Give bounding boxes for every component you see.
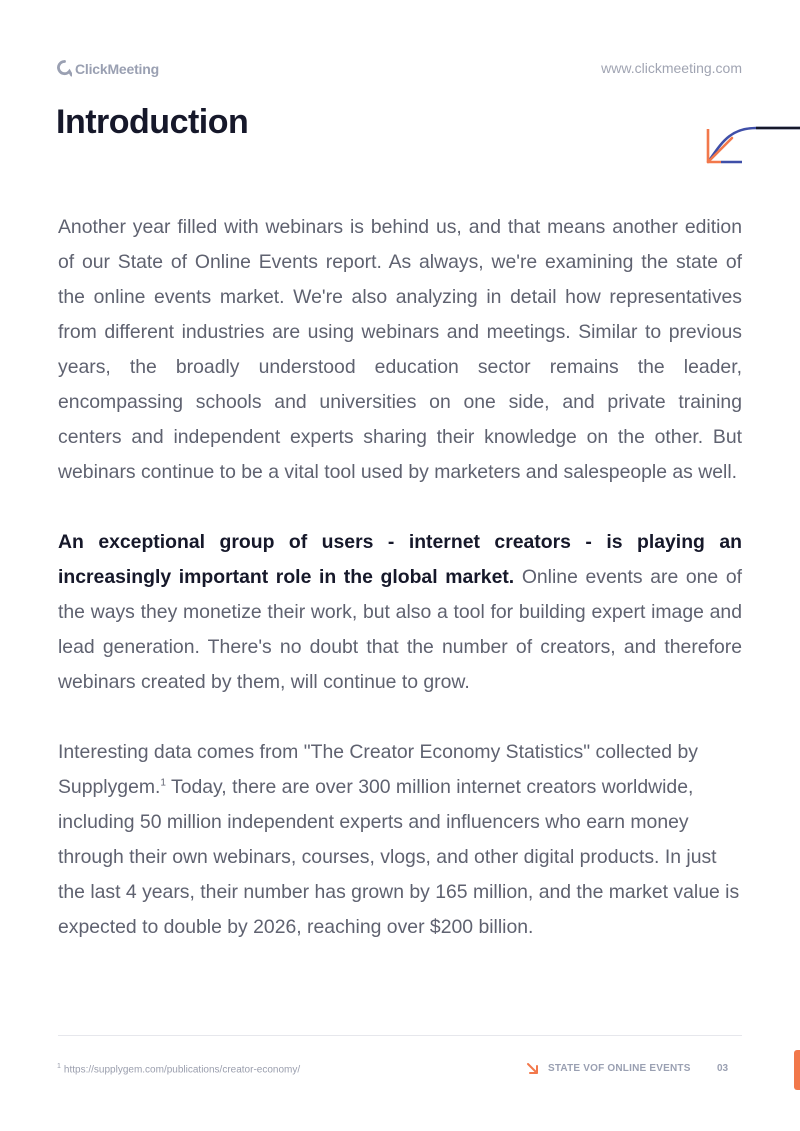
- footnote-reference[interactable]: 1: [160, 777, 166, 789]
- paragraph-3: [58, 735, 742, 945]
- paragraph-1: Another year filled with webinars is behind us, and that means another edition of our State of Online Events report. As always, we're examining the state of the online events market. We're also analyzing in detail how representatives from different industries are using webinars and meetings. Similar to previous years, the broadly understood education sector remains the leader, encompassing schools and universities on one side, and private training centers and independent experts sharing their knowledge on the other. But webinars continue to be a vital tool used by marketers and salespeople as well.: [58, 216, 742, 483]
- brand-logo[interactable]: [57, 60, 159, 77]
- site-url-link[interactable]: www.clickmeeting.com: [601, 60, 742, 76]
- paragraph-3-text-b: Today, there are over 300 million internet creators worldwide, including 50 million independent experts and influencers who earn money through their own webinars, courses, vlogs, and other digital products. In just the last 4 years, their number has grown by 165 million, and the market value is expected to double by 2026, reaching over $200 billion.: [58, 776, 740, 938]
- side-tab-marker: [794, 1050, 800, 1090]
- clickmeeting-logo-icon: [57, 60, 72, 77]
- article-body: [58, 210, 742, 945]
- footer-divider: [58, 1035, 742, 1036]
- report-title-label: STATE VOF ONLINE EVENTS: [548, 1063, 691, 1074]
- paragraph-2: [58, 525, 742, 700]
- footnote-url-link[interactable]: https://supplygem.com/publications/creator-economy/: [63, 1064, 301, 1076]
- arrow-down-right-icon: [526, 1062, 539, 1075]
- logo-text: ClickMeeting: [75, 60, 159, 77]
- curve-arrow-decoration: [704, 124, 800, 166]
- footnote: [57, 1063, 300, 1075]
- footnote-mark: 1: [57, 1063, 61, 1070]
- page-number: 03: [717, 1063, 729, 1074]
- page-title: Introduction: [56, 103, 249, 141]
- paragraph-2-text: Online events are one of the ways they monetize their work, but also a tool for building expert image and lead generation. There's no doubt that the number of creators, and therefore webinars created by them, will continue to grow.: [58, 566, 742, 693]
- paragraph-3-text-a: Interesting data comes from "The Creator Economy Statistics" collected by Supplygem.: [58, 741, 698, 798]
- paragraph-2-lead: An exceptional group of users - internet creators - is playing an increasingly important role in the global market.: [58, 531, 742, 588]
